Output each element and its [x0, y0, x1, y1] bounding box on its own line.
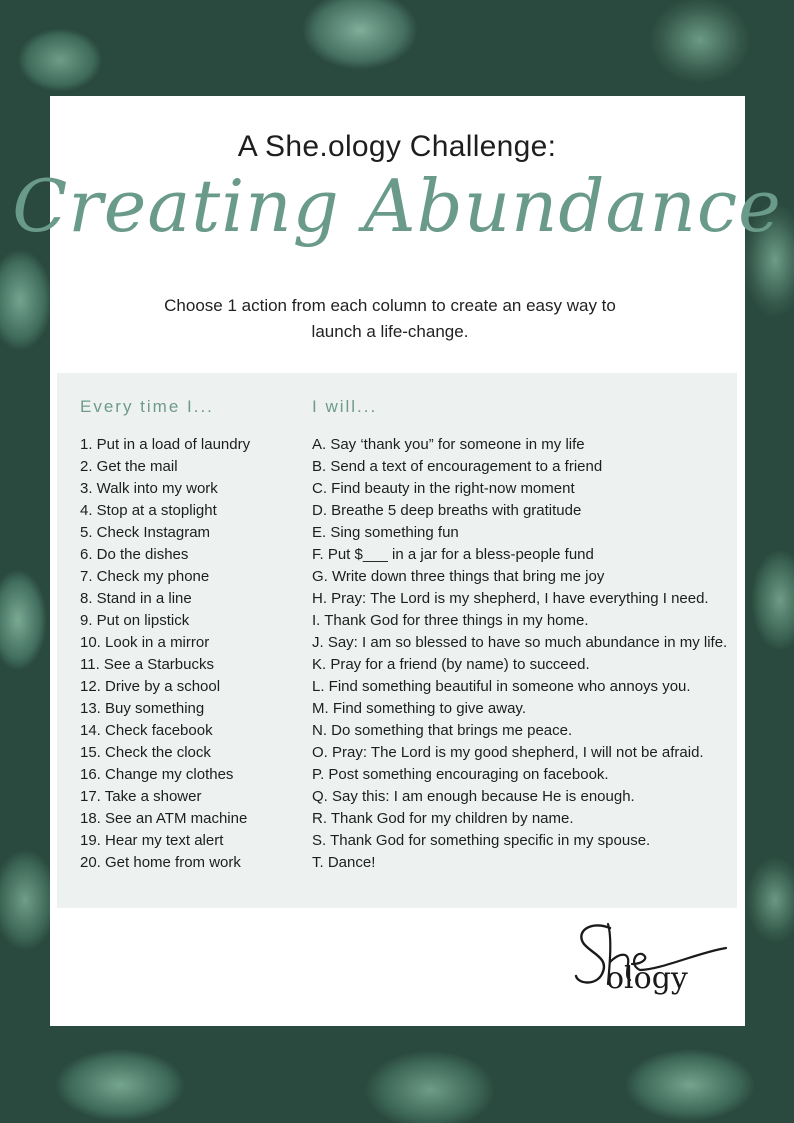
trigger-item: 13. Buy something — [80, 700, 205, 717]
action-item: G. Write down three things that bring me joy — [312, 568, 605, 585]
trigger-item: 14. Check facebook — [80, 722, 213, 739]
action-item: J. Say: I am so blessed to have so much abundance in my life. — [312, 634, 728, 651]
trigger-item: 19. Hear my text alert — [80, 832, 224, 849]
challenge-pretitle: A She.ology Challenge: — [237, 130, 557, 163]
trigger-item: 11. See a Starbucks — [80, 656, 214, 673]
trigger-item: 15. Check the clock — [80, 744, 211, 761]
action-item: D. Breathe 5 deep breaths with gratitude — [312, 502, 582, 519]
action-item: S. Thank God for something specific in my spouse. — [312, 832, 651, 849]
action-item: E. Sing something fun — [312, 524, 459, 541]
action-item: M. Find something to give away. — [312, 700, 526, 717]
sheology-logo-icon — [570, 918, 730, 1000]
trigger-item: 2. Get the mail — [80, 458, 178, 475]
trigger-item: 8. Stand in a line — [80, 590, 192, 607]
action-item: F. Put $___ in a jar for a bless-people fund — [312, 546, 594, 563]
trigger-item: 9. Put on lipstick — [80, 612, 190, 629]
trigger-item: 20. Get home from work — [80, 854, 241, 871]
right-column-heading: I will... — [312, 397, 378, 416]
action-item: O. Pray: The Lord is my good shepherd, I will not be afraid. — [312, 744, 704, 761]
action-item: A. Say ‘thank you” for someone in my life — [312, 436, 585, 453]
left-column-heading: Every time I... — [80, 397, 214, 416]
action-item: L. Find something beautiful in someone who annoys you. — [312, 678, 691, 695]
trigger-item: 1. Put in a load of laundry — [80, 436, 251, 453]
trigger-item: 7. Check my phone — [80, 568, 210, 585]
svg-text:ology: ology — [606, 961, 688, 996]
action-item: K. Pray for a friend (by name) to succeed. — [312, 656, 590, 673]
action-list — [312, 434, 727, 874]
trigger-item: 6. Do the dishes — [80, 546, 189, 563]
trigger-item: 5. Check Instagram — [80, 524, 211, 541]
trigger-item: 18. See an ATM machine — [80, 810, 248, 827]
trigger-item: 12. Drive by a school — [80, 678, 221, 695]
action-item: Q. Say this: I am enough because He is enough. — [312, 788, 635, 805]
intro-text: Choose 1 action from each column to create an easy way to launch a life-change. — [164, 296, 616, 341]
action-item: R. Thank God for my children by name. — [312, 810, 574, 827]
action-item: H. Pray: The Lord is my shepherd, I have everything I need. — [312, 590, 709, 607]
trigger-item: 4. Stop at a stoplight — [80, 502, 217, 519]
trigger-item: 10. Look in a mirror — [80, 634, 210, 651]
action-item: C. Find beauty in the right-now moment — [312, 480, 575, 497]
action-item: N. Do something that brings me peace. — [312, 722, 573, 739]
trigger-list — [80, 434, 250, 874]
action-item: B. Send a text of encouragement to a friend — [312, 458, 603, 475]
action-item: T. Dance! — [312, 854, 376, 871]
trigger-item: 3. Walk into my work — [80, 480, 218, 497]
action-item: I. Thank God for three things in my home. — [312, 612, 589, 629]
trigger-item: 17. Take a shower — [80, 788, 202, 805]
trigger-item: 16. Change my clothes — [80, 766, 234, 783]
page-title: Creating Abundance — [12, 164, 782, 248]
action-item: P. Post something encouraging on facebook. — [312, 766, 609, 783]
